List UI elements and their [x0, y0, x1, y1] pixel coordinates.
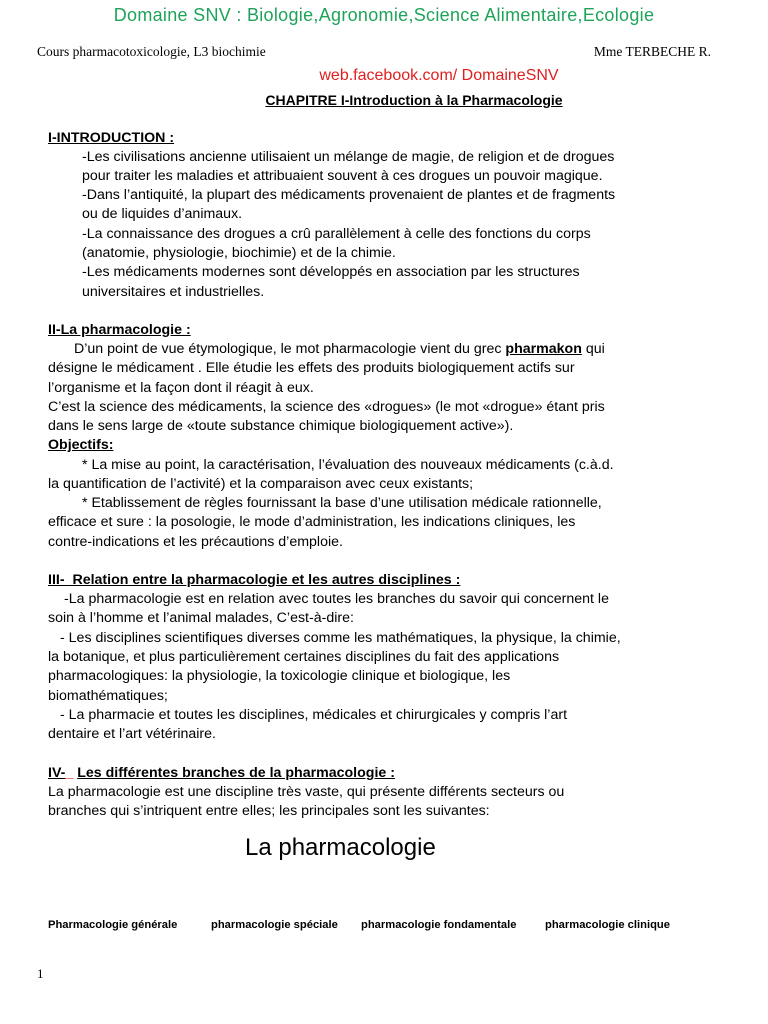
objective-line: * La mise au point, la caractérisation, l’évaluation des nouveaux médicaments (c.à.d. [82, 457, 614, 473]
red-mark: _ [65, 765, 74, 781]
author-name: Mme TERBECHE R. [593, 44, 711, 59]
objective-line: * Etablissement de règles fournissant la base d’une utilisation médicale rationnelle, [82, 495, 602, 511]
course-name: Cours pharmacotoxicologie, L3 biochimie [37, 44, 266, 59]
section-title: Relation entre la pharmacologie et les autres disciplines : [72, 572, 461, 588]
paragraph-line: dans le sens large de «toute substance chimique biologiquement active»). [48, 418, 514, 434]
paragraph-line: pharmacologiques: la physiologie, la toxicologie clinique et biologique, les [48, 668, 511, 684]
section-heading-relation [48, 571, 460, 590]
paragraph-line: dentaire et l’art vétérinaire. [48, 726, 216, 742]
paragraph-line: -La connaissance des drogues a crû parallèlement à celle des fonctions du corps [82, 226, 591, 242]
objectives-heading: Objectifs: [48, 437, 114, 453]
paragraph-line: -Les médicaments modernes sont développés en association par les structures [82, 264, 580, 280]
facebook-link[interactable]: web.facebook.com/ DomaineSNV [319, 67, 559, 84]
etymology-line [74, 340, 605, 359]
branch-label-generale: Pharmacologie générale [48, 919, 178, 931]
paragraph-line: C’est la science des médicaments, la science des «drogues» (le mot «drogue» étant pris [48, 399, 605, 415]
section-heading-branches [48, 764, 395, 783]
etymology-text-end: qui [581, 341, 605, 357]
page-number: 1 [37, 966, 44, 981]
branch-label-clinique: pharmacologie clinique [545, 919, 670, 931]
paragraph-line: (anatomie, physiologie, biochimie) et de la chimie. [82, 245, 396, 261]
etymology-text: D’un point de vue étymologique, le mot pharmacologie vient du grec [74, 341, 506, 357]
branch-label-fondamentale: pharmacologie fondamentale [361, 919, 517, 931]
paragraph-line: la botanique, et plus particulièrement certaines disciplines du fait des applications [48, 649, 560, 665]
paragraph-line: -Les civilisations ancienne utilisaient un mélange de magie, de religion et de drogues [82, 149, 615, 165]
objective-line: efficace et sure : la posologie, le mode d’administration, les indications cliniques, les [48, 514, 576, 530]
paragraph-line: - Les disciplines scientifiques diverses comme les mathématiques, la physique, la chimie, [60, 630, 621, 646]
section-number: III- [48, 572, 65, 588]
paragraph-line: soin à l’homme et l’animal malades, C’est-à-dire: [48, 610, 354, 626]
chapter-title: CHAPITRE I-Introduction à la Pharmacologie [265, 92, 563, 108]
paragraph-line: - La pharmacie et toutes les disciplines, médicales et chirurgicales y compris l’art [60, 707, 568, 723]
site-banner: Domaine SNV : Biologie,Agronomie,Science Alimentaire,Ecologie [113, 5, 655, 25]
paragraph-line: universitaires et industrielles. [82, 284, 265, 300]
objective-line: contre-indications et les précautions d’emploie. [48, 534, 343, 550]
paragraph-line: l’organisme et la façon dont il réagit à eux. [48, 380, 314, 396]
section-title: Les différentes branches de la pharmacologie : [77, 765, 395, 781]
paragraph-line: -La pharmacologie est en relation avec toutes les branches du savoir qui concernent le [64, 591, 609, 607]
branch-label-speciale: pharmacologie spéciale [211, 919, 338, 931]
objective-line: la quantification de l’activité) et la comparaison avec ceux existants; [48, 476, 474, 492]
section-heading-introduction: I-INTRODUCTION : [48, 130, 175, 146]
paragraph-line: branches qui s’intriquent entre elles; les principales sont les suivantes: [48, 803, 490, 819]
term-pharmakon: pharmakon [505, 341, 582, 357]
section-number: IV- [48, 765, 66, 781]
paragraph-line: La pharmacologie est une discipline très vaste, qui présente différents secteurs ou [48, 784, 565, 800]
paragraph-line: désigne le médicament . Elle étudie les effets des produits biologiquement actifs sur [48, 360, 575, 376]
paragraph-line: pour traiter les maladies et attribuaient souvent à ces drogues un pouvoir magique. [82, 168, 603, 184]
paragraph-line: biomathématiques; [48, 688, 168, 704]
paragraph-line: ou de liquides d’animaux. [82, 206, 243, 222]
paragraph-line: -Dans l’antiquité, la plupart des médicaments provenaient de plantes et de fragments [82, 187, 616, 203]
section-heading-pharmacologie: II-La pharmacologie : [48, 322, 191, 338]
diagram-title: La pharmacologie [245, 834, 436, 861]
